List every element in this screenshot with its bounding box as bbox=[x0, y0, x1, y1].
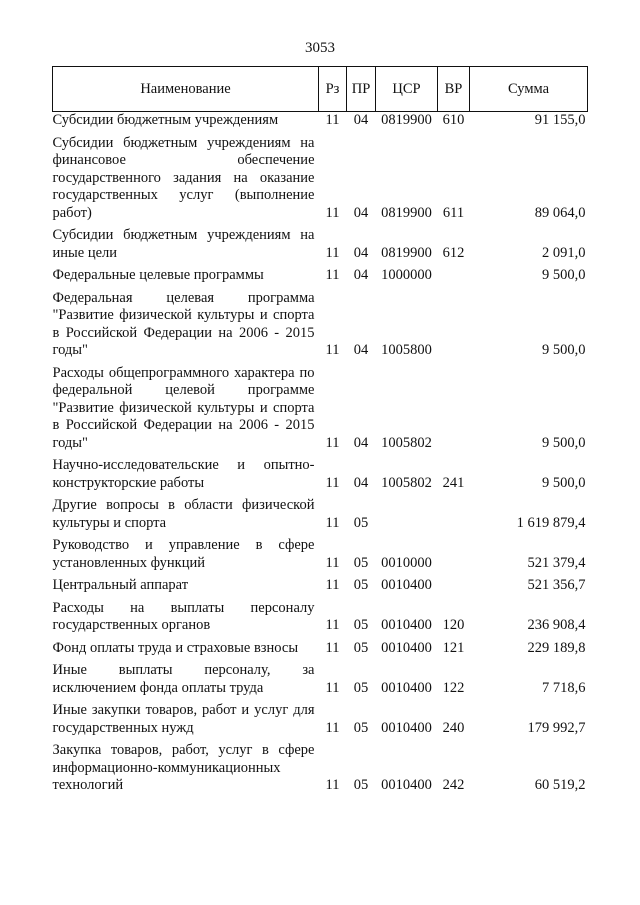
cell-rz: 11 bbox=[325, 554, 340, 571]
cell-vr: 242 bbox=[442, 777, 465, 793]
cell-csr bbox=[376, 497, 438, 537]
cell-csr: 0010000 bbox=[381, 554, 432, 571]
table-row bbox=[53, 497, 588, 537]
cell-sum: 9 500,0 bbox=[542, 342, 586, 358]
cell-name: Иные выплаты персоналу, за исключением фонда оплаты труда bbox=[52, 662, 315, 696]
cell-vr: 241 bbox=[442, 474, 465, 491]
cell-name: Субсидии бюджетным учреждениям bbox=[52, 112, 279, 128]
cell-sum: 9 500,0 bbox=[542, 434, 586, 451]
cell-vr bbox=[438, 290, 470, 365]
cell-rz: 11 bbox=[325, 577, 340, 593]
cell-rz: 11 bbox=[325, 617, 340, 633]
header-pr: ПР bbox=[347, 67, 376, 112]
cell-name: Субсидии бюджетным учреждениям на иные цели bbox=[52, 227, 315, 261]
cell-pr: 04 bbox=[353, 342, 369, 358]
cell-sum: 89 064,0 bbox=[534, 204, 586, 221]
cell-pr: 04 bbox=[353, 244, 369, 261]
cell-rz: 11 bbox=[325, 434, 340, 451]
cell-csr: 0010400 bbox=[381, 719, 432, 736]
table-row bbox=[53, 537, 588, 577]
table-row bbox=[53, 662, 588, 702]
cell-name: Фонд оплаты труда и страховые взносы bbox=[52, 639, 299, 656]
table-row bbox=[53, 267, 588, 290]
cell-sum: 91 155,0 bbox=[534, 112, 586, 128]
header-rz: Рз bbox=[319, 67, 347, 112]
table-row bbox=[53, 742, 588, 800]
cell-name: Федеральные целевые программы bbox=[52, 267, 264, 283]
cell-vr: 122 bbox=[442, 679, 465, 696]
cell-csr: 0819900 bbox=[381, 112, 432, 128]
cell-rz: 11 bbox=[325, 679, 340, 696]
header-csr: ЦСР bbox=[376, 67, 438, 112]
cell-vr bbox=[438, 365, 470, 458]
cell-rz: 11 bbox=[325, 244, 340, 261]
cell-name: Центральный аппарат bbox=[52, 577, 189, 593]
cell-name: Иные закупки товаров, работ и услуг для государственных нужд bbox=[52, 702, 315, 736]
table-body bbox=[53, 112, 588, 800]
cell-pr: 04 bbox=[353, 112, 369, 128]
cell-pr: 05 bbox=[353, 719, 369, 736]
cell-csr: 1005802 bbox=[381, 434, 432, 451]
cell-vr bbox=[438, 577, 470, 600]
cell-name: Закупка товаров, работ, услуг в сфере информационно-коммуникационных технологий bbox=[52, 742, 315, 793]
cell-rz: 11 bbox=[325, 342, 340, 358]
cell-rz: 11 bbox=[325, 719, 340, 736]
header-sum: Сумма bbox=[470, 67, 588, 112]
cell-pr: 04 bbox=[353, 204, 369, 221]
table-row bbox=[53, 365, 588, 458]
cell-vr: 612 bbox=[442, 244, 465, 261]
cell-csr: 1000000 bbox=[381, 267, 432, 283]
cell-rz: 11 bbox=[325, 639, 340, 656]
cell-sum: 521 379,4 bbox=[527, 554, 586, 571]
table-header-row bbox=[53, 67, 588, 112]
cell-vr: 611 bbox=[442, 204, 465, 221]
cell-pr: 05 bbox=[353, 617, 369, 633]
cell-vr: 240 bbox=[442, 719, 465, 736]
cell-vr bbox=[438, 267, 470, 290]
cell-sum: 9 500,0 bbox=[542, 267, 586, 283]
cell-sum: 7 718,6 bbox=[542, 679, 586, 696]
cell-csr: 0010400 bbox=[381, 777, 432, 793]
cell-vr bbox=[438, 497, 470, 537]
cell-csr: 1005800 bbox=[381, 342, 432, 358]
table-row bbox=[53, 702, 588, 742]
table-row bbox=[53, 640, 588, 663]
table-row bbox=[53, 135, 588, 228]
cell-rz: 11 bbox=[325, 514, 340, 531]
cell-csr: 0010400 bbox=[381, 617, 432, 633]
cell-csr: 1005802 bbox=[381, 474, 432, 491]
cell-sum: 9 500,0 bbox=[542, 474, 586, 491]
cell-pr: 05 bbox=[353, 554, 369, 571]
table-row bbox=[53, 290, 588, 365]
cell-sum: 236 908,4 bbox=[527, 617, 586, 633]
table-row bbox=[53, 577, 588, 600]
cell-pr: 05 bbox=[353, 577, 369, 593]
header-name: Наименование bbox=[53, 67, 319, 112]
cell-pr: 05 bbox=[353, 639, 369, 656]
table-row bbox=[53, 457, 588, 497]
cell-name: Субсидии бюджетным учреждениям на финансовое обеспечение государственного задания на оказание государственных услуг (выполнение работ) bbox=[52, 134, 315, 221]
cell-name: Научно-исследовательские и опытно-конструкторские работы bbox=[52, 457, 315, 491]
cell-name: Расходы общепрограммного характера по федеральной целевой программе "Развитие физической культуры и спорта в Российской Федерации на 2006 - 2015 годы" bbox=[52, 364, 315, 451]
cell-rz: 11 bbox=[325, 474, 340, 491]
cell-sum: 179 992,7 bbox=[527, 719, 586, 736]
header-vr: ВР bbox=[438, 67, 470, 112]
cell-csr: 0010400 bbox=[381, 679, 432, 696]
cell-sum: 1 619 879,4 bbox=[516, 514, 586, 531]
table-row bbox=[53, 227, 588, 267]
cell-pr: 05 bbox=[353, 514, 369, 531]
cell-pr: 04 bbox=[353, 434, 369, 451]
cell-rz: 11 bbox=[325, 204, 340, 221]
table-row bbox=[53, 600, 588, 640]
cell-name: Руководство и управление в сфере установленных функций bbox=[52, 537, 315, 571]
cell-rz: 11 bbox=[325, 267, 340, 283]
cell-csr: 0819900 bbox=[381, 244, 432, 261]
cell-sum: 2 091,0 bbox=[542, 244, 586, 261]
cell-csr: 0010400 bbox=[381, 577, 432, 593]
cell-name: Расходы на выплаты персоналу государственных органов bbox=[52, 599, 315, 633]
cell-sum: 229 189,8 bbox=[527, 639, 586, 656]
cell-rz: 11 bbox=[325, 777, 340, 793]
cell-vr: 610 bbox=[442, 112, 465, 128]
budget-table bbox=[52, 66, 588, 800]
cell-pr: 04 bbox=[353, 474, 369, 491]
page-number: 3053 bbox=[305, 40, 335, 56]
table-row bbox=[53, 112, 588, 135]
cell-sum: 521 356,7 bbox=[527, 577, 586, 593]
cell-pr: 05 bbox=[353, 679, 369, 696]
cell-rz: 11 bbox=[325, 112, 340, 128]
cell-sum: 60 519,2 bbox=[534, 777, 586, 793]
cell-vr: 120 bbox=[442, 617, 465, 633]
cell-pr: 05 bbox=[353, 777, 369, 793]
cell-name: Федеральная целевая программа "Развитие физической культуры и спорта в Российской Федерации на 2006 - 2015 годы" bbox=[52, 289, 315, 358]
cell-name: Другие вопросы в области физической культуры и спорта bbox=[52, 497, 315, 531]
cell-pr: 04 bbox=[353, 267, 369, 283]
cell-csr: 0010400 bbox=[381, 639, 432, 656]
cell-vr: 121 bbox=[442, 639, 465, 656]
cell-vr bbox=[438, 537, 470, 577]
cell-csr: 0819900 bbox=[381, 204, 432, 221]
